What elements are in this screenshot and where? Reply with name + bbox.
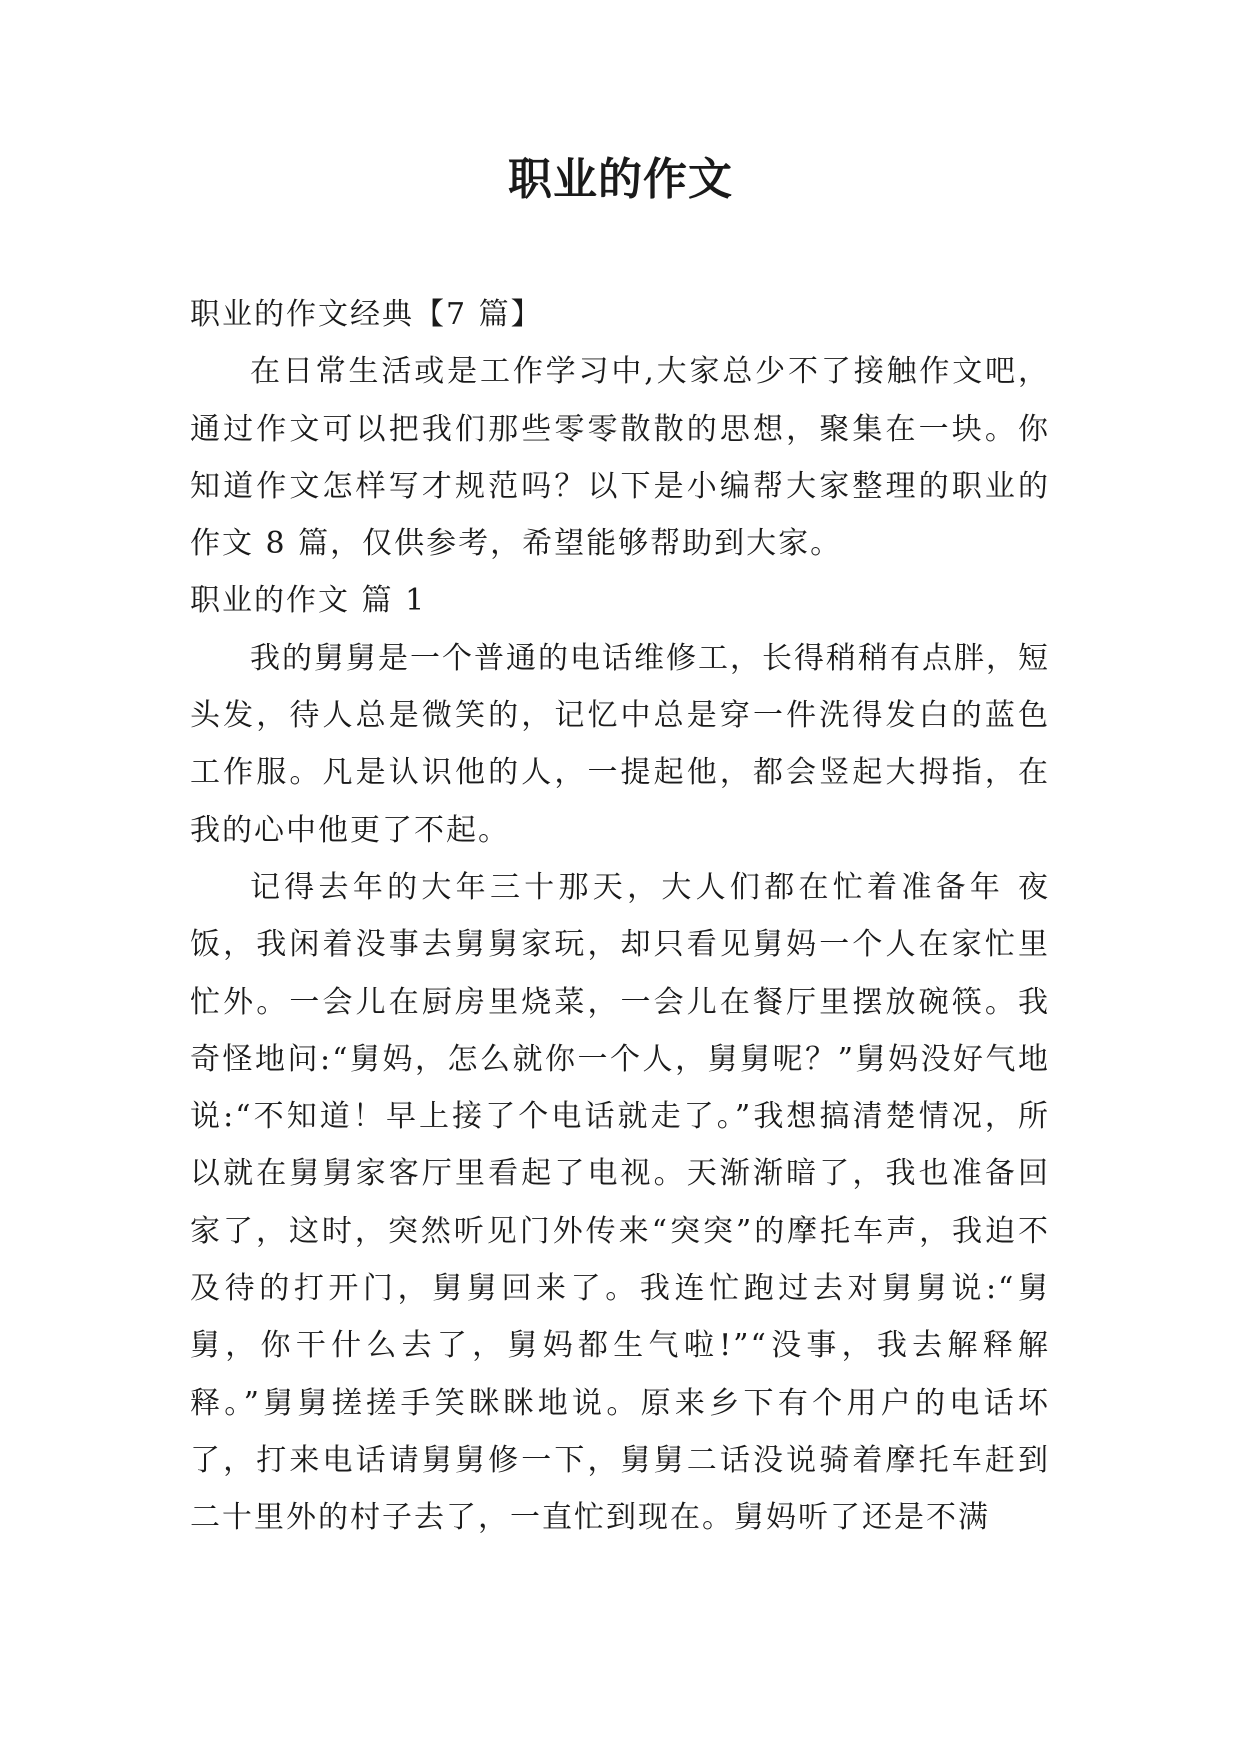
section-heading: 职业的作文 篇 1 xyxy=(190,583,427,619)
document-subtitle: 职业的作文经典【7 篇】 xyxy=(190,297,543,332)
body-paragraph-1: 我的舅舅是一个普通的电话维修工，长得稍稍有点胖，短头发，待人总是微笑的，记忆中总是穿一件洗得发白的蓝色工作服。凡是认识他的人，一提起他，都会竖起大拇指，在我的心中他更了不起。 xyxy=(190,640,1050,848)
document-body xyxy=(190,286,1050,1547)
body-paragraph-2: 记得去年的大年三十那天，大人们都在忙着准备年 夜饭，我闲着没事去舅舅家玩，却只看见舅妈一个人在家忙里忙外。一会儿在厨房里烧菜，一会儿在餐厅里摆放碗筷。我奇怪地问:“舅妈，怎么就你一个人，舅舅呢？”舅妈没好气地说:“不知道！早上接了个电话就走了。”我想搞清楚情况，所以就在舅舅家客厅里看起了电视。天渐渐暗了，我也准备回家了，这时，突然听见门外传来“突突”的摩托车声，我迫不及待的打开门，舅舅回来了。我连忙跑过去对舅舅说:“舅舅，你干什么去了，舅妈都生气啦!”“没事，我去解释解释。”舅舅搓搓手笑眯眯地说。原来乡下有个用户的电话坏了，打来电话请舅舅修一下，舅舅二话没说骑着摩托车赶到二十里外的村子去了，一直忙到现在。舅妈听了还是不满 xyxy=(190,869,1050,1536)
intro-paragraph: 在日常生活或是工作学习中,大家总少不了接触作文吧，通过作文可以把我们那些零零散散的思想，聚集在一块。你知道作文怎样写才规范吗？以下是小编帮大家整理的职业的作文 8 篇，仅供参考，希望能够帮助到大家。 xyxy=(190,354,1050,562)
page-title: 职业的作文 xyxy=(508,154,733,205)
